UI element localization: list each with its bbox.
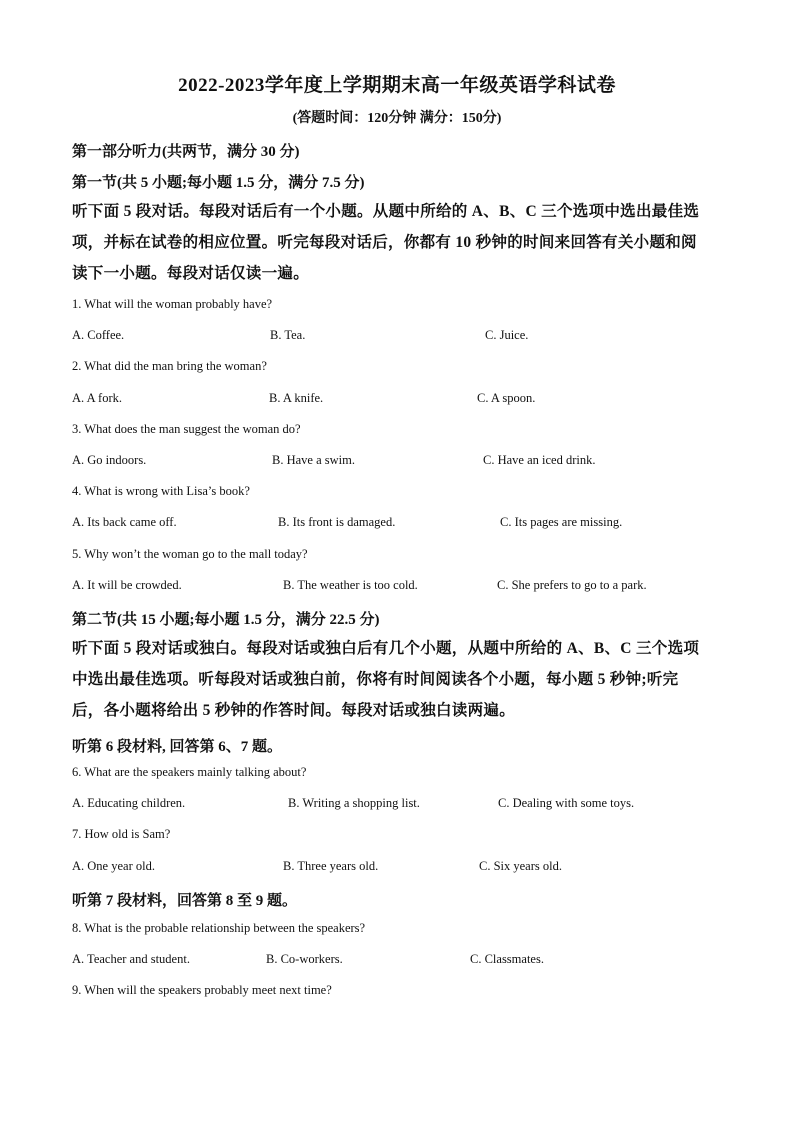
q1-option-a: A. Coffee. bbox=[72, 328, 125, 342]
q7-option-c: C. Six years old. bbox=[479, 859, 562, 873]
question-4: 4. What is wrong with Lisa’s book? bbox=[72, 484, 250, 498]
q5-option-a: A. It will be crowded. bbox=[72, 578, 182, 592]
q6-option-b: B. Writing a shopping list. bbox=[288, 796, 420, 810]
instruction-line: 中选出最佳选项。听每段对话或独白前，你将有时间阅读各个小题，每小题 5 秒钟;听完 bbox=[72, 671, 679, 688]
instruction-line: 听下面 5 段对话。每段对话后有一个小题。从题中所给的 A、B、C 三个选项中选出最佳选 bbox=[72, 203, 700, 220]
q8-option-a: A. Teacher and student. bbox=[72, 952, 190, 966]
instruction-line: 听下面 5 段对话或独白。每段对话或独白后有几个小题，从题中所给的 A、B、C 三个选项 bbox=[72, 640, 700, 657]
q6-option-a: A. Educating children. bbox=[72, 796, 186, 810]
material-7-heading: 听第 7 段材料，回答第 8 至 9 题。 bbox=[72, 893, 298, 909]
instruction-line: 后，各小题将给出 5 秒钟的作答时间。每段对话或独白读两遍。 bbox=[72, 702, 516, 719]
question-2: 2. What did the man bring the woman? bbox=[72, 359, 267, 373]
q4-option-b: B. Its front is damaged. bbox=[278, 515, 396, 529]
section1-instructions bbox=[72, 196, 724, 289]
question-6: 6. What are the speakers mainly talking about? bbox=[72, 765, 307, 779]
question-5: 5. Why won’t the woman go to the mall today? bbox=[72, 547, 308, 561]
instruction-line: 读下一小题。每段对话仅读一遍。 bbox=[72, 265, 310, 282]
q5-option-c: C. She prefers to go to a park. bbox=[497, 578, 647, 592]
q2-option-b: B. A knife. bbox=[269, 391, 324, 405]
q3-option-a: A. Go indoors. bbox=[72, 453, 147, 467]
material-6-heading: 听第 6 段材料, 回答第 6、7 题。 bbox=[72, 739, 283, 755]
q1-option-b: B. Tea. bbox=[270, 328, 306, 342]
q4-option-c: C. Its pages are missing. bbox=[500, 515, 623, 529]
q3-option-b: B. Have a swim. bbox=[272, 453, 355, 467]
exam-subtitle: (答题时间：120分钟 满分：150分) bbox=[292, 111, 502, 126]
q7-option-a: A. One year old. bbox=[72, 859, 155, 873]
section2-instructions bbox=[72, 633, 724, 726]
exam-title: 2022-2023学年度上学期期末高一年级英语学科试卷 bbox=[178, 75, 616, 96]
question-3: 3. What does the man suggest the woman do? bbox=[72, 422, 301, 436]
q2-option-c: C. A spoon. bbox=[477, 391, 536, 405]
instruction-line: 项，并标在试卷的相应位置。听完每段对话后，你都有 10 秒钟的时间来回答有关小题和阅 bbox=[72, 234, 697, 251]
q6-option-c: C. Dealing with some toys. bbox=[498, 796, 635, 810]
section2-heading: 第二节(共 15 小题;每小题 1.5 分，满分 22.5 分) bbox=[72, 612, 380, 628]
q8-option-b: B. Co-workers. bbox=[266, 952, 343, 966]
question-1: 1. What will the woman probably have? bbox=[72, 297, 273, 311]
q2-option-a: A. A fork. bbox=[72, 391, 122, 405]
section1-heading: 第一节(共 5 小题;每小题 1.5 分，满分 7.5 分) bbox=[72, 175, 365, 191]
part1-heading: 第一部分听力(共两节，满分 30 分) bbox=[72, 144, 300, 160]
q5-option-b: B. The weather is too cold. bbox=[283, 578, 418, 592]
q7-option-b: B. Three years old. bbox=[283, 859, 379, 873]
q1-option-c: C. Juice. bbox=[485, 328, 529, 342]
q8-option-c: C. Classmates. bbox=[470, 952, 544, 966]
question-9: 9. When will the speakers probably meet next time? bbox=[72, 983, 332, 997]
question-7: 7. How old is Sam? bbox=[72, 827, 171, 841]
question-8: 8. What is the probable relationship between the speakers? bbox=[72, 921, 366, 935]
q3-option-c: C. Have an iced drink. bbox=[483, 453, 596, 467]
q4-option-a: A. Its back came off. bbox=[72, 515, 177, 529]
